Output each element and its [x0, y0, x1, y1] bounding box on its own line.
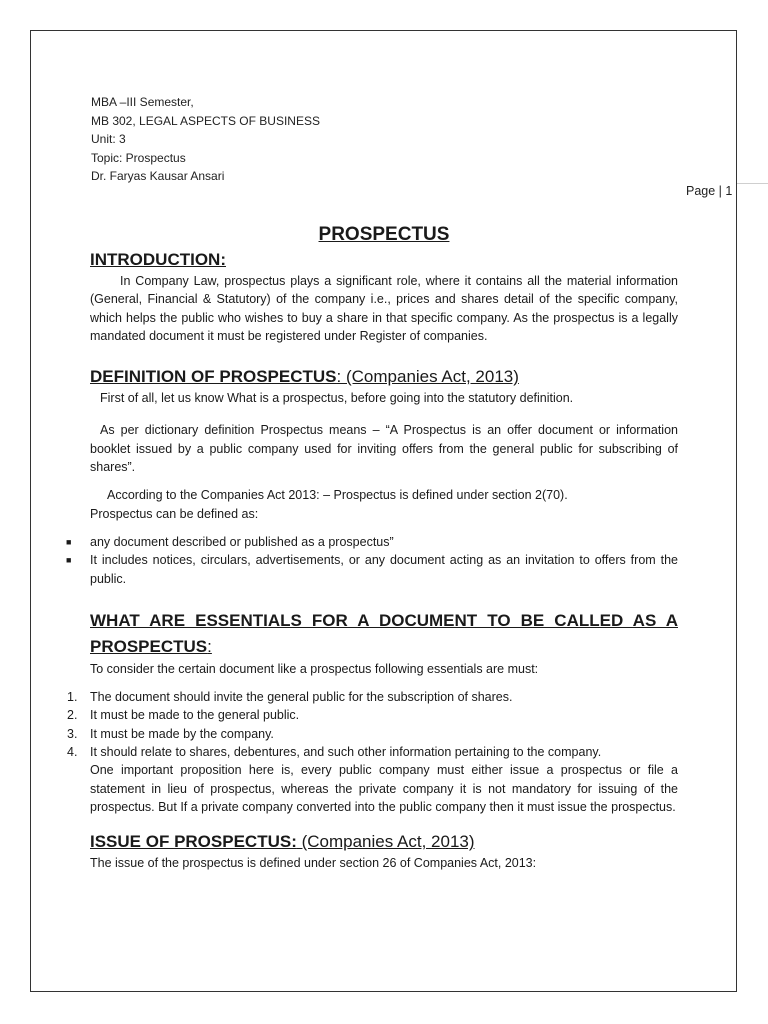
list-item-text: The document should invite the general public for the subscription of shares. — [90, 690, 513, 705]
essentials-intro: To consider the certain document like a prospectus following essentials are must: — [90, 661, 539, 676]
list-number: 2. — [67, 708, 78, 723]
header-line-course: MB 302, LEGAL ASPECTS OF BUSINESS — [91, 113, 320, 128]
definition-lead-in: Prospectus can be defined as: — [90, 506, 259, 521]
document-body — [66, 222, 678, 873]
definition-heading-text: DEFINITION OF PROSPECTUS — [90, 367, 337, 387]
statutory-definition-paragraph: According to the Companies Act 2013: – Prospectus is defined under section 2(70). — [107, 488, 568, 503]
dictionary-definition-paragraph: As per dictionary definition Prospectus means – “A Prospectus is an offer document or information booklet issued by a public company used for inviting offers from the general public for subscribing of shares”. — [90, 423, 678, 475]
list-item — [67, 706, 678, 724]
essentials-numbered-list — [67, 688, 678, 761]
header-line-unit: Unit: 3 — [91, 132, 126, 146]
introduction-heading: INTRODUCTION: — [90, 250, 226, 269]
header-line-semester: MBA –III Semester, — [91, 95, 194, 109]
document-header — [91, 93, 320, 186]
bullet-text: It includes notices, circulars, advertisements, or any document acting as an invitation to offers from the public. — [90, 553, 678, 586]
page-number: Page | 1 — [686, 184, 733, 198]
list-number: 4. — [67, 745, 78, 760]
list-item-text: It must be made by the company. — [90, 726, 274, 741]
page-number-rule — [737, 183, 768, 184]
list-item — [67, 743, 678, 761]
list-item-text: It should relate to shares, debentures, and such other information pertaining to the company. — [90, 745, 602, 760]
header-line-author: Dr. Faryas Kausar Ansari — [91, 169, 225, 183]
issue-heading-suffix: (Companies Act, 2013) — [296, 832, 475, 852]
issue-heading-text: ISSUE OF PROSPECTUS: — [90, 832, 297, 852]
issue-paragraph: The issue of the prospectus is defined under section 26 of Companies Act, 2013: — [90, 856, 537, 871]
definition-heading-suffix: : (Companies Act, 2013) — [336, 367, 519, 387]
document-title: PROSPECTUS — [318, 224, 450, 245]
introduction-paragraph: In Company Law, prospectus plays a significant role, where it contains all the material information (General, Financial & Statutory) of the company i.e., prices and shares detail of the specific company, which helps the public who wishes to buy a share in that specific company. As the prospectus is a legally mandated document it must be registered under Register of companies. — [90, 274, 678, 343]
header-line-topic: Topic: Prospectus — [91, 150, 186, 165]
list-item — [66, 551, 678, 588]
definition-heading — [90, 365, 678, 389]
list-item — [67, 688, 678, 706]
list-item-text: It must be made to the general public. — [90, 708, 300, 723]
list-number: 3. — [67, 726, 78, 741]
definition-bullet-list — [66, 533, 678, 588]
issue-heading — [90, 830, 678, 854]
list-item — [66, 533, 678, 551]
list-item — [67, 725, 678, 743]
bullet-text: any document described or published as a prospectus” — [90, 534, 394, 549]
definition-intro-paragraph: First of all, let us know What is a prospectus, before going into the statutory definition. — [100, 391, 574, 406]
bullet-square-icon: ■ — [66, 536, 72, 547]
essentials-heading-suffix: : — [207, 636, 212, 656]
essentials-note-paragraph: One important proposition here is, every public company must either issue a prospectus or file a statement in lieu of prospectus, whereas the private company it is not mandatory for issuing of the prospectus. But If a private company converted into the public company then it must issue the prospectus. — [90, 763, 678, 814]
essentials-heading-text: WHAT ARE ESSENTIALS FOR A DOCUMENT TO BE CALLED AS A PROSPECTUS — [90, 610, 678, 656]
essentials-heading — [90, 608, 678, 660]
list-number: 1. — [67, 690, 78, 705]
bullet-square-icon: ■ — [66, 555, 72, 566]
